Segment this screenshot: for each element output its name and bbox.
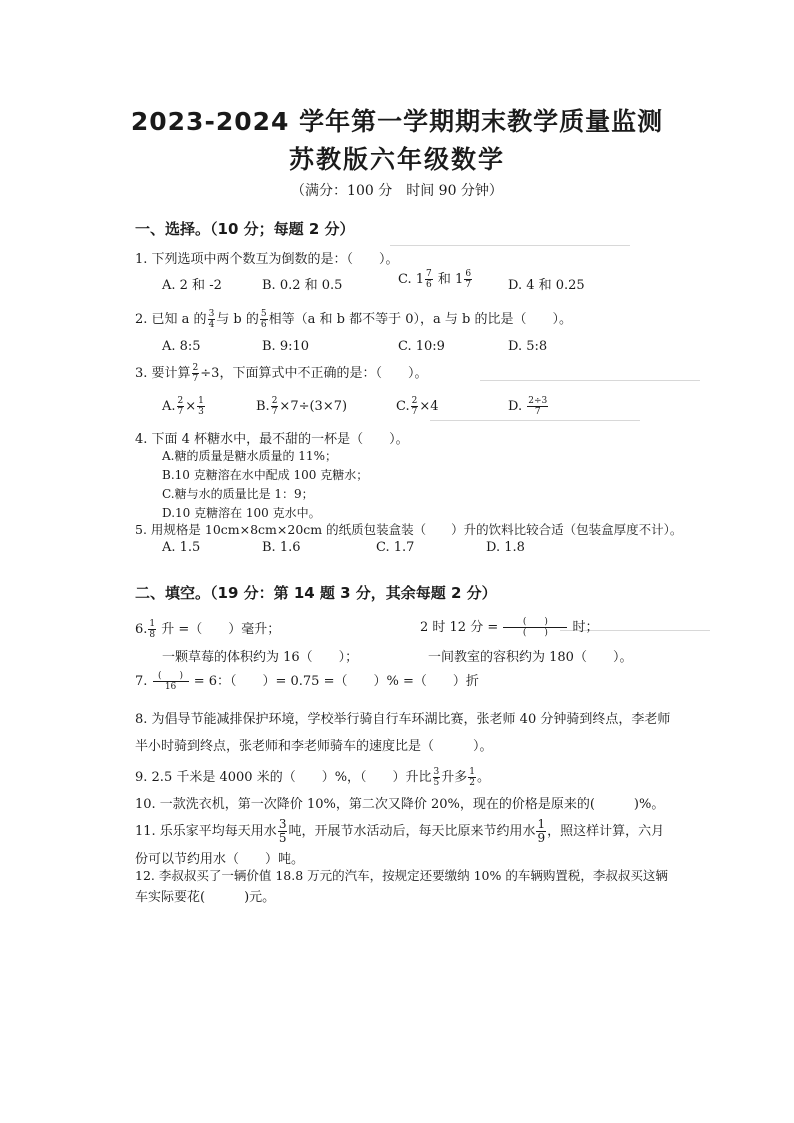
q3-option-a: A. $\frac{2}{7}$ × $\frac{1}{3}$ <box>162 396 204 417</box>
q1-option-c: C. 1 $\frac{7}{6}$ 和 1 $\frac{6}{7}$ <box>398 269 472 290</box>
q12-line2: 车实际要花( )元。 <box>135 890 276 905</box>
q2-stem: 2. 已知 a 的 $\frac{3}{4}$ 与 b 的 $\frac{5}{6}$ 相等（a 和 b 都不等于 0），a 与 b 的比是（ ）。 <box>135 309 572 330</box>
q3-option-d: D. $\frac{2\div 3}{7}$ <box>508 396 548 417</box>
q2-option-b: B. 9:10 <box>262 339 310 354</box>
q2-option-a: A. 8:5 <box>162 339 201 354</box>
section-fill-heading: 二、填空。（19 分：第 14 题 3 分，其余每题 2 分） <box>135 584 497 602</box>
scan-noise <box>390 245 630 246</box>
q6-line2-right: 一间教室的容积约为 180（ ）。 <box>428 650 633 665</box>
q1-stem: 1. 下列选项中两个数互为倒数的是：（ ）。 <box>135 252 399 267</box>
q6-line2-left: 一颗草莓的体积约为 16（ ）； <box>162 650 359 665</box>
q3-option-c: C. $\frac{2}{7}$ ×4 <box>396 396 439 417</box>
q3-option-b: B. $\frac{2}{7}$ ×7÷(3×7) <box>256 396 348 417</box>
q1-option-b: B. 0.2 和 0.5 <box>262 278 343 293</box>
q9-line: 9. 2.5 千米是 4000 米的（ ）%，（ ）升比 $\frac{3}{5}$ 升多 $\frac{1}{2}$ 。 <box>135 767 491 788</box>
q2-option-d: D. 5:8 <box>508 339 548 354</box>
scan-noise <box>430 420 640 421</box>
q8-line2: 半小时骑到终点，张老师和李老师骑车的速度比是（ ）。 <box>135 739 493 754</box>
q5-option-c: C. 1.7 <box>376 540 415 555</box>
q4-stem: 4. 下面 4 杯糖水中，最不甜的一杯是（ ）。 <box>135 432 409 447</box>
q5-option-b: B. 1.6 <box>262 540 301 555</box>
q7-line: 7. $\frac{( )}{16}$ = 6：（ ）= 0.75 =（ ）% =（ ）折 <box>135 671 479 692</box>
q6-right: 2 时 12 分 = $\frac{( )}{( )}$ 时； <box>420 617 599 638</box>
q1-option-d: D. 4 和 0.25 <box>508 278 585 293</box>
q10-line: 10. 一款洗衣机，第一次降价 10%，第二次又降价 20%，现在的价格是原来的( )%。 <box>135 797 665 812</box>
q8-line1: 8. 为倡导节能减排保护环境，学校举行骑自行车环湖比赛，张老师 40 分钟骑到终点，李老师 <box>135 712 671 727</box>
q12-line1: 12. 李叔叔买了一辆价值 18.8 万元的汽车，按规定还要缴纳 10% 的车辆购置税，李叔叔买这辆 <box>135 868 668 883</box>
score-info: （满分：100 分 时间 90 分钟） <box>291 183 503 199</box>
q5-option-a: A. 1.5 <box>162 540 201 555</box>
q3-stem: 3. 要计算 $\frac{2}{7}$ ÷3，下面算式中不正确的是：（ ）。 <box>135 363 428 384</box>
q2-option-c: C. 10:9 <box>398 339 445 354</box>
q4-option-c: C.糖与水的质量比是 1：9； <box>162 487 314 501</box>
q11-line1: 11. 乐乐家平均每天用水 $\frac{3}{5}$ 吨，开展节水活动后，每天比原来节约用水 $\frac{1}{9}$ ，照这样计算，六月 <box>135 817 665 845</box>
exam-title: 2023-2024 学年第一学期期末教学质量监测 <box>130 107 664 136</box>
q4-option-a: A.糖的质量是糖水质量的 11%； <box>162 449 337 463</box>
section-choice-heading: 一、选择。（10 分；每题 2 分） <box>135 220 355 238</box>
q5-stem: 5. 用规格是 10cm×8cm×20cm 的纸质包装盒装（ ）升的饮料比较合适（包装盒厚度不计）。 <box>135 522 683 537</box>
q4-option-d: D.10 克糖溶在 100 克水中。 <box>162 506 321 520</box>
q5-option-d: D. 1.8 <box>486 540 525 555</box>
q6-left: 6. $\frac{1}{8}$ 升 =（ ）毫升； <box>135 619 281 640</box>
scan-noise <box>480 380 700 381</box>
exam-subtitle: 苏教版六年级数学 <box>288 145 505 174</box>
q4-option-b: B.10 克糖溶在水中配成 100 克糖水； <box>162 468 369 482</box>
q1-option-a: A. 2 和 -2 <box>162 278 222 293</box>
q11-line2: 份可以节约用水（ ）吨。 <box>135 852 305 867</box>
